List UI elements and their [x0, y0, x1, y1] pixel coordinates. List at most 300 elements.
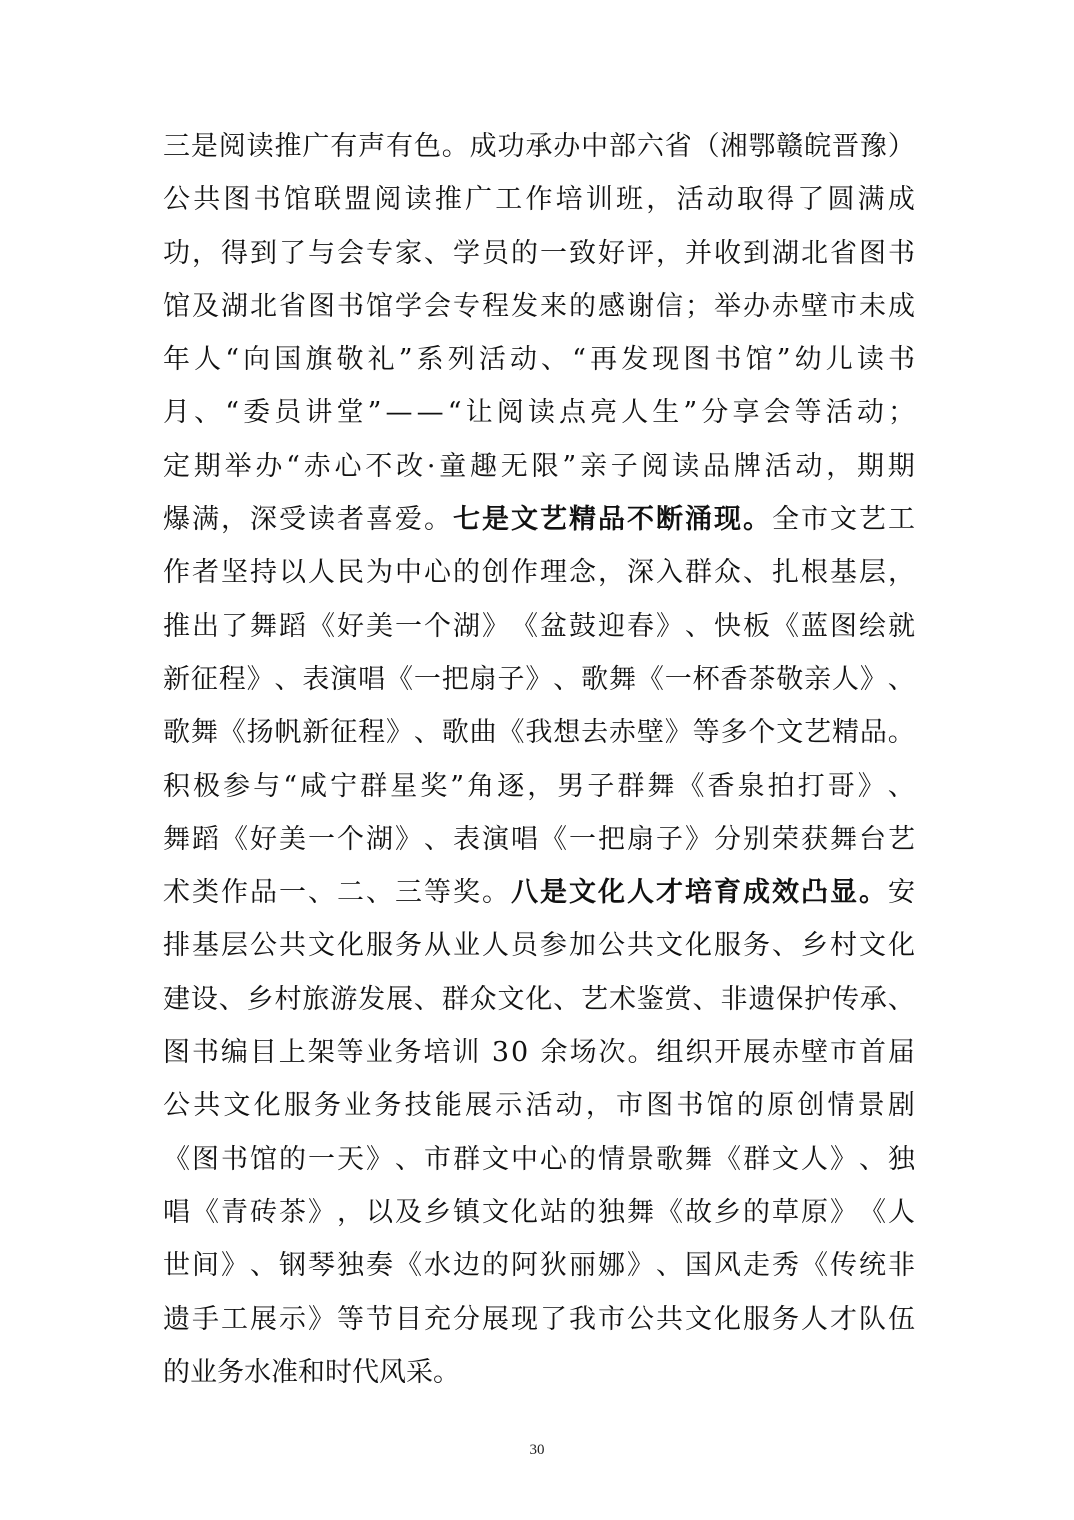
text-char: 歌: [163, 717, 190, 749]
text-char: 培: [423, 1037, 451, 1069]
text-char: 》: [656, 610, 683, 642]
text-char: 舞: [163, 823, 190, 855]
text-char: 极: [193, 770, 221, 802]
text-char: 。: [887, 717, 915, 749]
text-char: ，: [337, 1196, 364, 1228]
text-char: 一: [308, 1143, 335, 1175]
text-char: 发: [621, 344, 649, 376]
text-char: 广: [465, 184, 493, 216]
text-char: 发: [358, 983, 386, 1015]
text-char: 功: [163, 237, 190, 269]
text-char: 文: [656, 930, 683, 962]
text-char: 目: [395, 1303, 422, 1335]
text-char: 务: [394, 1037, 422, 1069]
text-char: 讲: [305, 397, 333, 429]
text-char: 阅: [374, 184, 402, 216]
text-char: 群: [360, 770, 388, 802]
text-char: 鼓: [569, 610, 596, 642]
bold-heading-char: 现: [714, 504, 741, 536]
text-char: 读: [856, 344, 884, 376]
text-char: 传: [830, 1250, 857, 1282]
text-char: 点: [558, 397, 586, 429]
text-line: [163, 653, 915, 706]
text-char: 扎: [772, 557, 799, 589]
text-char: “: [283, 770, 297, 802]
text-char: —: [416, 397, 444, 429]
text-char: 》: [246, 663, 274, 695]
text-line: [163, 760, 915, 813]
text-char: ，: [192, 237, 219, 269]
text-char: 首: [858, 1037, 886, 1069]
text-char: 亲: [579, 450, 607, 482]
text-char: 馆: [366, 290, 393, 322]
text-char: 《: [395, 1250, 422, 1282]
bold-heading-char: 文: [569, 877, 596, 909]
text-char: 子: [587, 770, 615, 802]
text-char: “: [447, 397, 462, 429]
text-char: 服: [743, 1303, 770, 1335]
bold-heading-char: 育: [714, 877, 741, 909]
text-char: 期: [856, 450, 884, 482]
text-char: 一: [540, 237, 567, 269]
text-char: 采: [406, 1356, 433, 1388]
text-char: 了: [279, 237, 306, 269]
text-char: 的: [569, 1143, 596, 1175]
text-line: [163, 386, 915, 439]
text-char: 人: [194, 344, 222, 376]
text-char: 功: [497, 131, 525, 162]
text-char: 、: [887, 983, 915, 1015]
text-char: 绘: [859, 610, 886, 642]
text-char: 传: [832, 983, 859, 1015]
text-char: 共: [279, 930, 306, 962]
text-char: 市: [424, 1143, 451, 1175]
text-char: 好: [598, 237, 625, 269]
text-char: 、: [541, 344, 569, 376]
text-line: [163, 333, 915, 386]
text-char: 《: [192, 1196, 219, 1228]
text-char: 训: [452, 1037, 480, 1069]
text-char: 表: [302, 663, 330, 695]
text-char: 满: [857, 184, 885, 216]
text-char: 展: [465, 1090, 493, 1122]
text-char: 化: [685, 930, 712, 962]
text-char: 蹈: [192, 823, 219, 855]
text-char: 公: [598, 930, 625, 962]
text-char: 期: [887, 450, 915, 482]
text-char: 分: [714, 823, 741, 855]
text-char: 时: [325, 1356, 352, 1388]
text-char: 才: [830, 1303, 857, 1335]
text-char: 以: [279, 557, 306, 589]
text-char: 系: [416, 344, 444, 376]
text-char: 动: [706, 184, 734, 216]
text-char: 有: [330, 131, 358, 162]
text-char: 图: [308, 290, 335, 322]
text-char: 者: [337, 504, 364, 536]
text-char: 设: [190, 983, 218, 1015]
text-char: 唱: [511, 823, 538, 855]
text-char: 三: [395, 877, 422, 909]
text-char: 者: [192, 557, 219, 589]
text-char: 创: [797, 1090, 825, 1122]
text-char: 成: [469, 131, 497, 162]
text-char: 湘: [720, 131, 748, 162]
text-char: 委: [243, 397, 271, 429]
text-char: 歌: [441, 717, 469, 749]
text-char: 皖: [804, 131, 832, 162]
bold-heading-char: 品: [598, 504, 625, 536]
text-char: 图: [163, 1037, 190, 1069]
text-char: 会: [337, 237, 364, 269]
text-char: 培: [555, 184, 583, 216]
text-char: 众: [714, 557, 741, 589]
text-char: 想: [553, 717, 581, 749]
text-char: 间: [192, 1250, 219, 1282]
text-char: 演: [482, 823, 509, 855]
text-char: 《: [636, 663, 664, 695]
text-char: 豫: [859, 131, 887, 162]
text-char: 的: [482, 1250, 509, 1282]
text-char: 唱: [358, 663, 386, 695]
text-char: 香: [720, 663, 748, 695]
text-char: 、: [887, 770, 915, 802]
text-char: 市: [598, 1303, 625, 1335]
text-char: 原: [801, 1196, 828, 1228]
text-char: 化: [511, 1196, 538, 1228]
text-char: 队: [859, 1303, 886, 1335]
text-char: 展: [250, 1303, 277, 1335]
text-char: 爆: [163, 504, 190, 536]
text-char: 文: [482, 1143, 509, 1175]
text-char: 三: [163, 131, 190, 162]
text-char: 秀: [772, 1250, 799, 1282]
text-char: 文: [859, 930, 886, 962]
text-char: 务: [395, 930, 422, 962]
text-char: ，: [221, 504, 248, 536]
text-char: 等: [336, 1037, 364, 1069]
text-char: 《: [656, 1196, 683, 1228]
text-char: ；: [887, 397, 915, 429]
text-char: 湖: [366, 823, 393, 855]
text-char: 了: [540, 1303, 567, 1335]
text-line: [163, 706, 915, 759]
text-char: 国: [274, 344, 302, 376]
text-char: 为: [366, 557, 393, 589]
text-char: 子: [497, 663, 525, 695]
text-char: 儿: [825, 344, 853, 376]
text-char: 文: [685, 1303, 712, 1335]
text-char: 市: [616, 1090, 644, 1122]
text-char: 读: [308, 504, 335, 536]
text-char: 向: [243, 344, 271, 376]
text-char: 公: [163, 184, 190, 216]
text-char: 情: [827, 1090, 855, 1122]
text-char: 《: [714, 1143, 741, 1175]
text-char: 赣: [776, 131, 804, 162]
bold-heading-char: 是: [540, 877, 567, 909]
text-char: 旗: [305, 344, 333, 376]
text-char: 香: [707, 770, 735, 802]
text-char: 《: [308, 610, 335, 642]
text-char: 月: [163, 397, 190, 429]
text-char: 省: [830, 237, 857, 269]
bold-heading-char: 八: [511, 877, 538, 909]
text-char: 舞: [685, 1143, 712, 1175]
text-char: 蓝: [801, 610, 828, 642]
text-char: 读: [246, 131, 274, 162]
text-char: 演: [330, 663, 358, 695]
text-char: 、: [553, 983, 581, 1015]
text-char: 家: [395, 237, 422, 269]
text-char: 业: [190, 1356, 217, 1388]
text-char: 得: [767, 184, 795, 216]
text-char: 上: [278, 1037, 306, 1069]
text-char: 无: [500, 450, 528, 482]
text-char: 中: [395, 557, 422, 589]
text-char: 、: [424, 823, 451, 855]
text-char: 独: [337, 1250, 364, 1282]
text-line: [163, 1079, 915, 1132]
text-char: 层: [859, 557, 886, 589]
text-char: 的: [279, 1143, 306, 1175]
text-char: 图: [859, 237, 886, 269]
text-line: [163, 493, 915, 546]
text-char: 国: [685, 1250, 712, 1282]
text-char: 专: [366, 237, 393, 269]
text-char: 满: [192, 504, 219, 536]
text-char: 业: [344, 1090, 372, 1122]
text-char: 歌: [581, 663, 609, 695]
text-char: 学: [395, 290, 422, 322]
text-char: 《: [163, 1143, 190, 1175]
text-char: 、: [194, 397, 222, 429]
text-char: 非: [888, 1250, 915, 1282]
bold-heading-char: 培: [685, 877, 712, 909]
text-char: 砖: [250, 1196, 277, 1228]
text-char: 草: [772, 1196, 799, 1228]
text-char: 会: [763, 397, 791, 429]
text-char: 、: [743, 557, 770, 589]
text-char: 一: [395, 610, 422, 642]
text-char: 多: [720, 717, 748, 749]
text-char: 生: [652, 397, 680, 429]
text-char: 技: [404, 1090, 432, 1122]
text-char: 男: [557, 770, 585, 802]
text-char: 、: [395, 1143, 422, 1175]
text-char: 0: [510, 1037, 529, 1069]
text-line: [163, 440, 915, 493]
text-char: 准: [271, 1356, 298, 1388]
text-char: 独: [598, 1196, 625, 1228]
text-char: 北: [250, 290, 277, 322]
text-char: 》: [308, 1196, 335, 1228]
text-char: 、: [413, 983, 441, 1015]
text-char: 编: [220, 1037, 248, 1069]
text-line: [163, 1133, 915, 1186]
text-char: 安: [888, 877, 915, 909]
text-char: 》: [395, 823, 422, 855]
bold-heading-char: 不: [627, 504, 654, 536]
text-char: 参: [540, 930, 567, 962]
text-char: 《: [772, 610, 799, 642]
text-char: 活: [478, 344, 506, 376]
text-char: 深: [627, 557, 654, 589]
text-char: 曲: [469, 717, 497, 749]
text-char: 我: [569, 1303, 596, 1335]
text-char: 共: [193, 1090, 221, 1122]
text-char: 》: [627, 1250, 654, 1282]
text-char: 到: [743, 237, 770, 269]
text-char: 务: [314, 1090, 342, 1122]
text-char: 服: [714, 930, 741, 962]
text-char: 丽: [569, 1250, 596, 1282]
body-text: [163, 120, 915, 1399]
text-char: 舞: [190, 717, 218, 749]
text-char: 出: [192, 610, 219, 642]
text-char: 哥: [827, 770, 855, 802]
text-char: 我: [525, 717, 553, 749]
text-char: 动: [509, 344, 537, 376]
text-char: 琴: [308, 1250, 335, 1282]
text-char: 风: [379, 1356, 406, 1388]
text-char: 员: [482, 237, 509, 269]
text-char: ，: [527, 770, 555, 802]
text-char: 的: [569, 290, 596, 322]
text-char: 。: [482, 877, 509, 909]
text-char: 《: [511, 610, 538, 642]
text-char: “: [286, 450, 300, 482]
text-char: 阿: [511, 1250, 538, 1282]
text-char: 参: [223, 770, 251, 802]
text-char: 公: [627, 1303, 654, 1335]
text-char: 馆: [283, 184, 311, 216]
text-char: 别: [743, 823, 770, 855]
text-char: ”: [450, 770, 465, 802]
text-char: 展: [482, 1303, 509, 1335]
text-char: 评: [627, 237, 654, 269]
text-char: 了: [221, 610, 248, 642]
bold-heading-char: 成: [743, 877, 770, 909]
text-char: 》: [685, 823, 712, 855]
text-char: 积: [163, 770, 190, 802]
text-char: 赤: [772, 1037, 800, 1069]
text-char: 奏: [366, 1250, 393, 1282]
text-char: 板: [743, 610, 770, 642]
text-char: 帆: [274, 717, 302, 749]
text-char: 的: [743, 1196, 770, 1228]
text-char: 及: [395, 1196, 422, 1228]
text-line: [163, 120, 915, 173]
text-char: 等: [337, 1303, 364, 1335]
bold-heading-char: 凸: [801, 877, 828, 909]
text-line: [163, 227, 915, 280]
text-char: 舞: [830, 823, 857, 855]
text-char: 童: [439, 450, 467, 482]
text-char: “: [225, 397, 240, 429]
text-char: 等: [424, 877, 451, 909]
text-char: 学: [453, 237, 480, 269]
text-char: 非: [720, 983, 748, 1015]
text-char: 文: [482, 1196, 509, 1228]
bold-heading-char: 七: [453, 504, 480, 536]
text-char: 声: [358, 131, 386, 162]
text-char: 书: [253, 184, 281, 216]
text-char: 舞: [609, 663, 636, 695]
text-char: 并: [685, 237, 712, 269]
text-char: 一: [308, 823, 335, 855]
text-char: 加: [569, 930, 596, 962]
text-char: 亲: [804, 663, 832, 695]
text-char: 人: [801, 1303, 828, 1335]
text-char: 读: [527, 397, 555, 429]
text-char: 定: [163, 450, 190, 482]
text-char: 程: [358, 717, 386, 749]
text-char: 奖: [453, 877, 480, 909]
text-char: 牌: [733, 450, 761, 482]
text-char: 是: [190, 131, 218, 162]
text-char: 晋: [832, 131, 859, 162]
text-char: 》: [830, 1196, 857, 1228]
text-char: 遗: [163, 1303, 190, 1335]
text-char: 余: [540, 1037, 568, 1069]
text-char: 享: [732, 397, 760, 429]
text-char: 品: [703, 450, 731, 482]
text-char: 《: [386, 663, 413, 695]
text-char: 伍: [888, 1303, 915, 1335]
text-char: 、: [887, 663, 915, 695]
text-char: 化: [337, 930, 364, 962]
text-char: 村: [830, 930, 857, 962]
text-char: 表: [453, 823, 480, 855]
text-char: 文: [223, 1090, 251, 1122]
text-char: 》: [830, 1143, 857, 1175]
text-char: [530, 1026, 539, 1079]
text-char: 分: [453, 1303, 480, 1335]
text-char: 推: [274, 131, 302, 162]
text-char: 《: [801, 1250, 828, 1282]
text-char: ，: [826, 450, 854, 482]
text-char: 敬: [776, 663, 804, 695]
text-char: 《: [677, 770, 705, 802]
text-char: 子: [656, 823, 683, 855]
text-char: 赤: [772, 290, 799, 322]
text-char: 代: [352, 1356, 379, 1388]
text-char: 》: [525, 663, 553, 695]
text-line: [163, 173, 915, 226]
text-char: 春: [627, 610, 654, 642]
text-char: 喜: [366, 504, 393, 536]
text-char: 限: [531, 450, 559, 482]
text-char: 成: [888, 290, 915, 322]
text-char: 征: [190, 663, 218, 695]
text-char: ，: [585, 1090, 613, 1122]
text-char: 》: [308, 1303, 335, 1335]
text-char: ”: [398, 344, 413, 376]
text-char: 。: [441, 131, 469, 162]
text-char: 工: [495, 184, 523, 216]
text-char: 拍: [767, 770, 795, 802]
text-char: ，: [646, 184, 674, 216]
text-char: 化: [888, 930, 915, 962]
text-char: 人: [482, 930, 509, 962]
text-char: 坚: [221, 557, 248, 589]
text-char: 杯: [692, 663, 720, 695]
text-char: 、: [692, 983, 720, 1015]
text-char: 及: [192, 290, 219, 322]
text-char: 工: [221, 1303, 248, 1335]
text-char: 、: [413, 717, 441, 749]
